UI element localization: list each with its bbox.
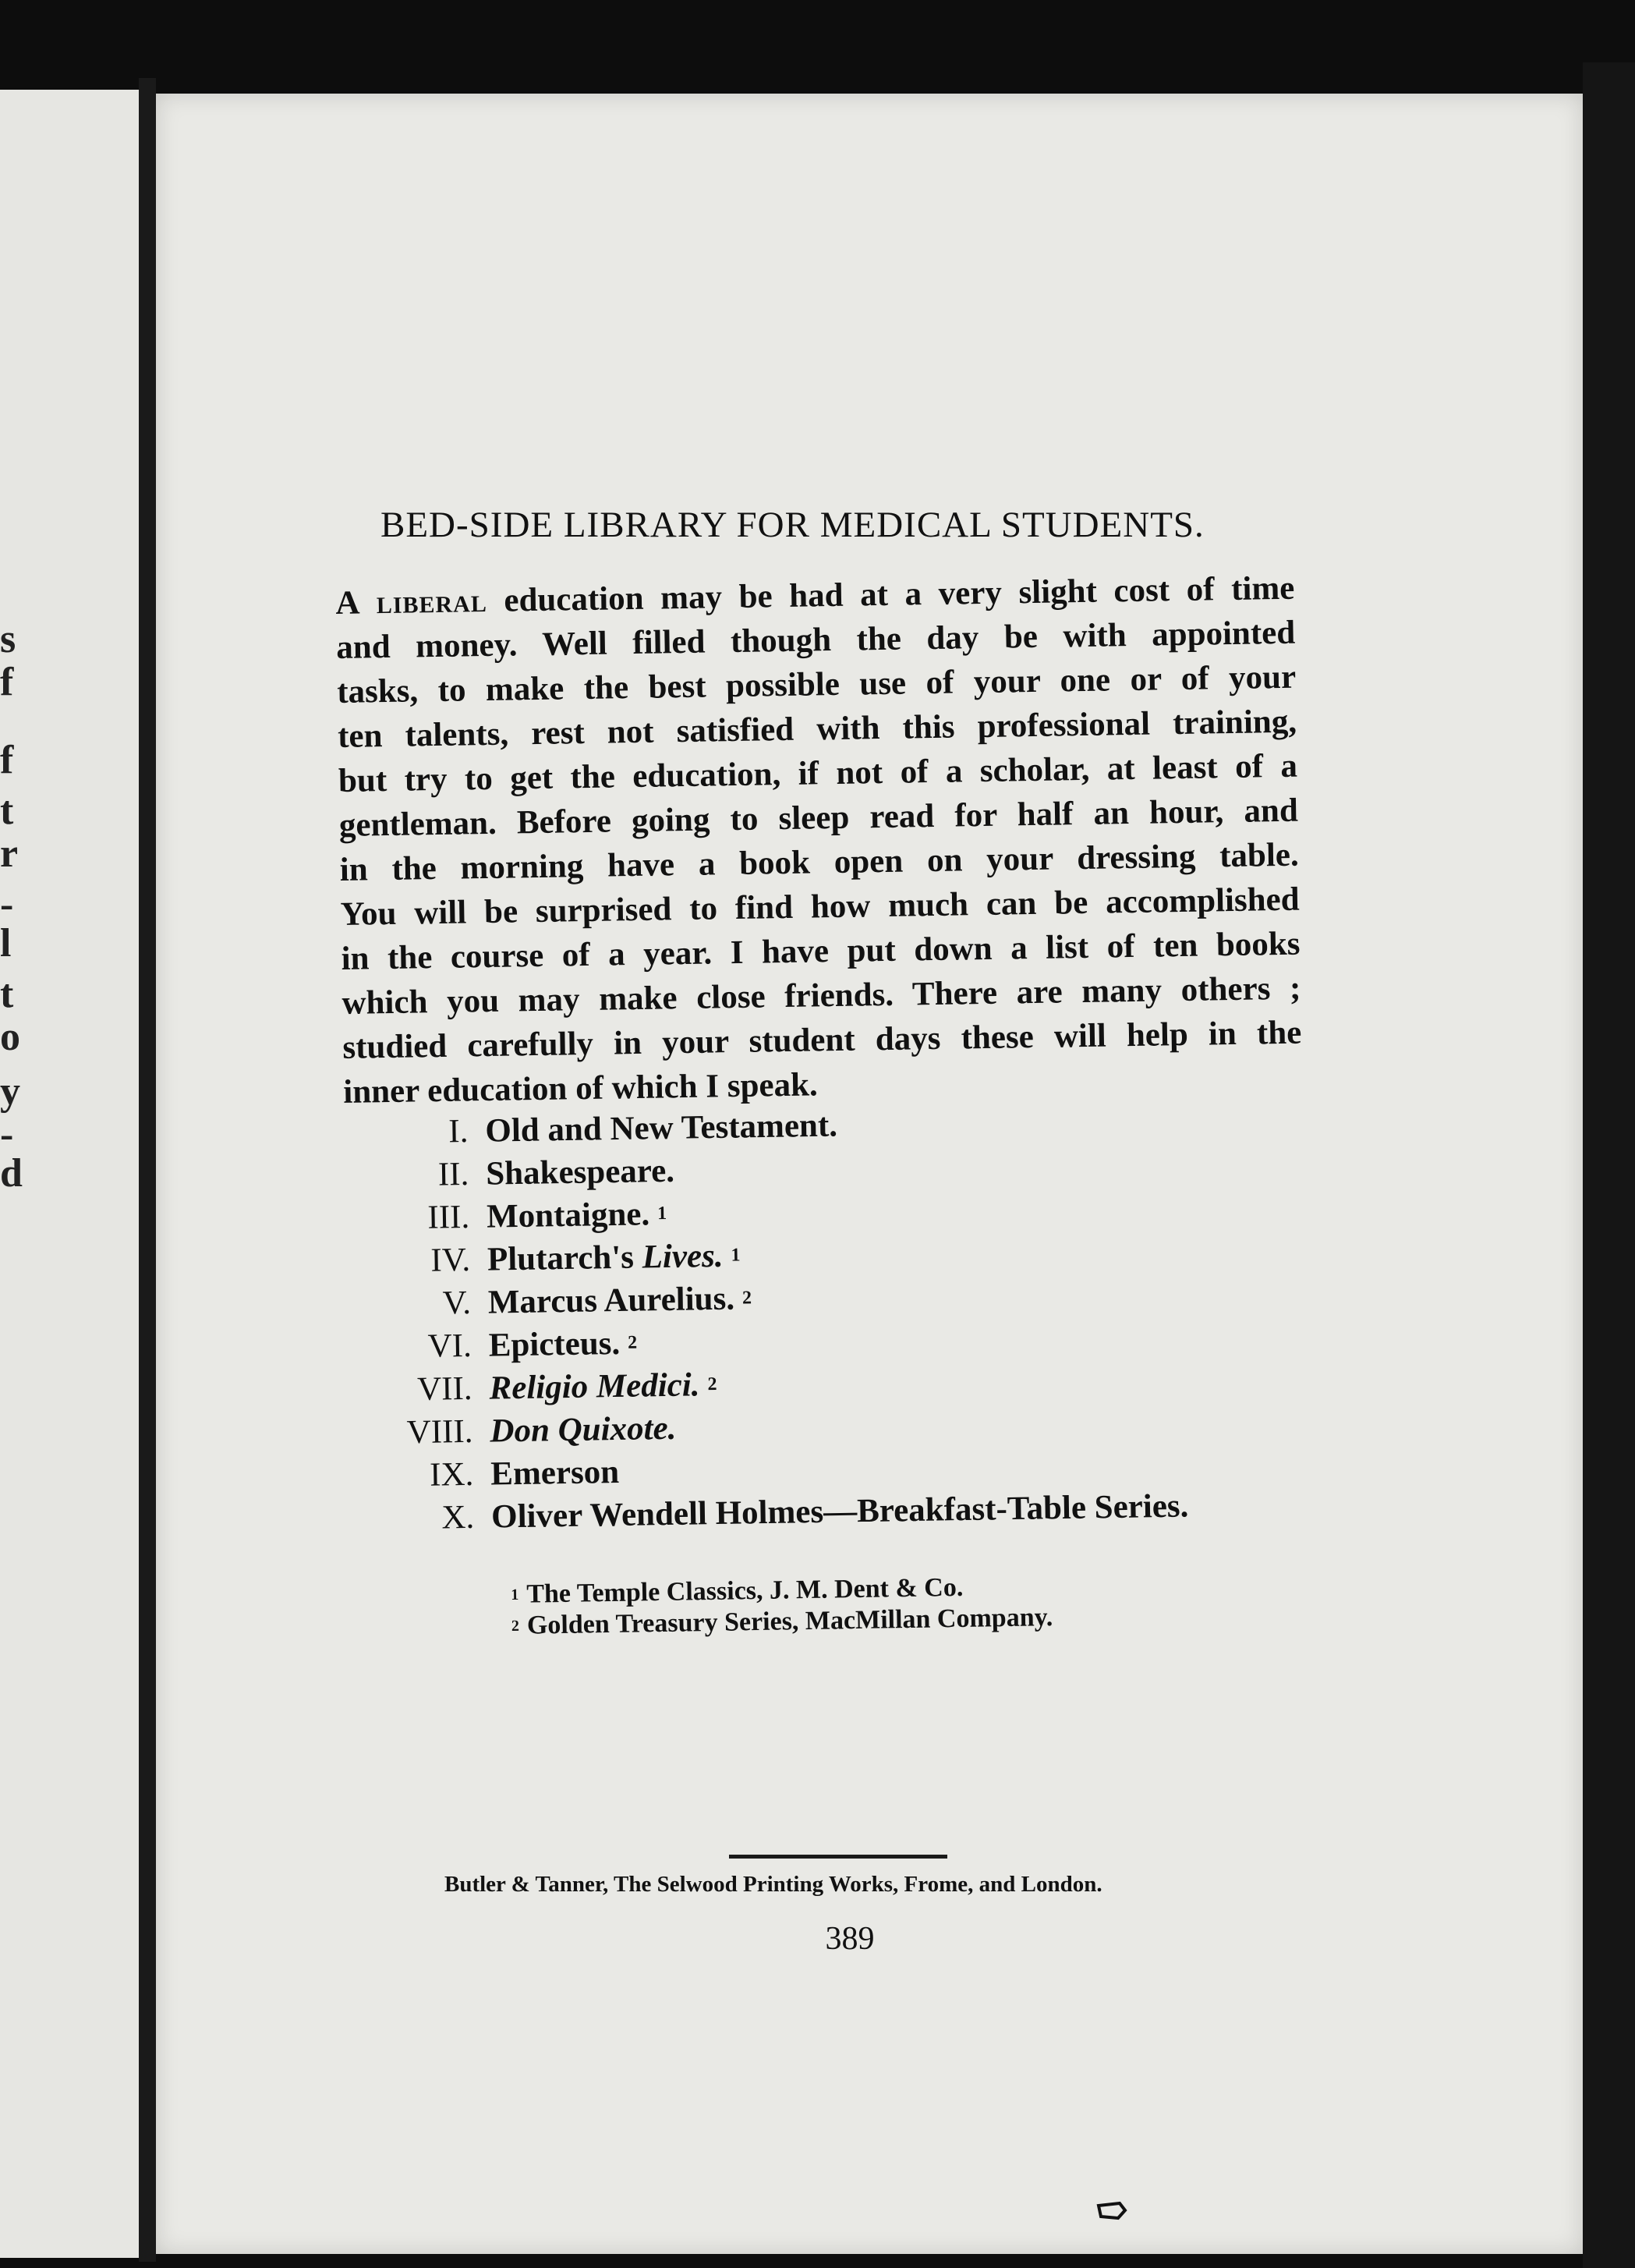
left-facing-page xyxy=(0,90,144,2258)
book-numeral: X. xyxy=(441,1498,475,1536)
footnote-reference: 2 xyxy=(707,1373,717,1395)
left-margin-char: t xyxy=(0,788,14,833)
paragraph-line: gentleman. Before going to sleep read for half an hour, and xyxy=(338,792,1299,844)
paragraph-line: which you may make close friends. There are many others ; xyxy=(342,969,1301,1022)
footnote-text: The Temple Classics, J. M. Dent & Co. xyxy=(526,1572,964,1609)
book-gutter xyxy=(139,78,156,2262)
left-margin-char: f xyxy=(0,738,14,782)
book-title: Don Quixote. xyxy=(490,1409,677,1450)
paragraph-line: A liberal education may be had at a very slight cost of time xyxy=(335,569,1295,622)
book-numeral: VII. xyxy=(416,1370,472,1409)
lead-in-smallcaps: A liberal xyxy=(335,582,488,622)
left-margin-char: - xyxy=(0,882,14,927)
library-stamp-mark xyxy=(1096,2201,1127,2221)
left-margin-char: l xyxy=(0,921,12,966)
book-title: Marcus Aurelius. $^2$ xyxy=(487,1280,752,1321)
footnote-mark: 1 xyxy=(511,1586,519,1604)
paragraph-line: but try to get the education, if not of a scholar, at least of a xyxy=(338,747,1298,799)
footnote-reference: 1 xyxy=(731,1245,741,1266)
book-numeral: IX. xyxy=(429,1455,474,1494)
book-numeral: V. xyxy=(442,1284,472,1322)
paragraph-line: tasks, to make the best possible use of your one or of your xyxy=(336,658,1297,711)
printer-imprint: Butler & Tanner, The Selwood Printing Works, Frome, and London. xyxy=(444,1872,1102,1897)
book-title: Oliver Wendell Holmes—Breakfast-Table Series. xyxy=(490,1487,1189,1536)
book-numeral: I. xyxy=(448,1112,469,1150)
paragraph-line: in the morning have a book open on your dressing table. xyxy=(339,836,1300,888)
book-numeral: VI. xyxy=(427,1327,472,1365)
book-title: Religio Medici. $^2$ xyxy=(489,1366,717,1407)
footnotes xyxy=(511,1568,1213,1642)
left-margin-char: d xyxy=(0,1151,23,1196)
page-edge-shadow xyxy=(1583,62,1635,2268)
intro-paragraph xyxy=(335,566,1303,1115)
book-title: Old and New Testament. xyxy=(485,1107,838,1150)
footnote-reference: 2 xyxy=(741,1288,752,1309)
divider-rule xyxy=(729,1855,947,1859)
book-title: Shakespeare. xyxy=(485,1152,675,1192)
book-numeral: II. xyxy=(437,1155,469,1193)
left-margin-char: f xyxy=(0,660,14,704)
book-numeral: IV. xyxy=(430,1241,471,1279)
book-title: Emerson xyxy=(490,1453,620,1493)
footnote-mark: 2 xyxy=(511,1617,520,1635)
paragraph-line: ten talents, rest not satisfied with this professional training, xyxy=(337,703,1297,755)
book-list xyxy=(366,1097,1308,1540)
paragraph-line: studied carefully in your student days these will help in the xyxy=(342,1014,1302,1066)
page-title: BED-SIDE LIBRARY FOR MEDICAL STUDENTS. xyxy=(380,505,1205,545)
footnote-text: Golden Treasury Series, MacMillan Company. xyxy=(526,1603,1053,1640)
left-margin-char: - xyxy=(0,1112,14,1157)
left-margin-char: r xyxy=(0,831,19,876)
book-title: Plutarch's Lives. $^1$ xyxy=(487,1237,741,1278)
book-numeral: VIII. xyxy=(406,1412,473,1451)
page-number: 389 xyxy=(825,1921,875,1957)
left-margin-char: o xyxy=(0,1015,20,1059)
left-margin-char: y xyxy=(0,1069,20,1114)
left-page-margin-text xyxy=(0,90,31,2258)
left-margin-char: s xyxy=(0,617,16,661)
paragraph-line: and money. Well filled though the day be with appointed xyxy=(335,614,1296,666)
book-numeral: III. xyxy=(427,1198,470,1236)
paragraph-line: inner education of which I speak. xyxy=(342,1066,819,1111)
book-title: Montaigne. $^1$ xyxy=(486,1196,667,1235)
book-title: Epicteus. $^2$ xyxy=(488,1324,638,1364)
left-margin-char: t xyxy=(0,972,14,1016)
paragraph-line: in the course of a year. I have put down a list of ten books xyxy=(341,925,1301,977)
footnote-reference: 2 xyxy=(627,1332,638,1353)
paragraph-line: You will be surprised to find how much can be accomplished xyxy=(340,881,1300,933)
footnote-reference: 1 xyxy=(656,1203,667,1224)
